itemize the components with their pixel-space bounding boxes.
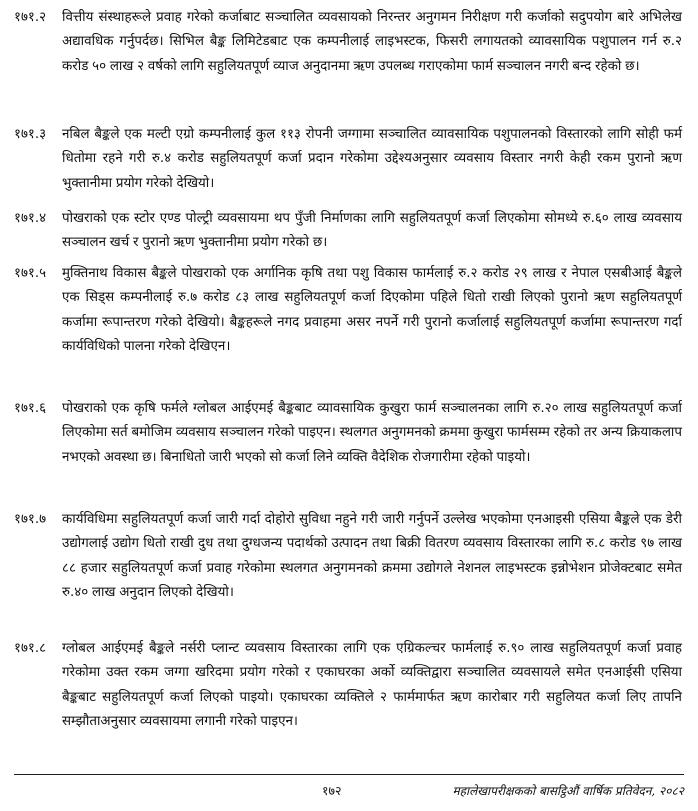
paragraph-text: कार्यविधिमा सहुलियतपूर्ण कर्जा जारी गर्दा दोहोरो सुविधा नहुने गरी जारी गर्नुपर्ने उल्लेख भएकोमा एनआइसी एसिया बैङ्कले एक डेरी उद्योगलाई उद्योग धितो राखी दुध तथा दुग्धजन्य पदार्थको उत्पादन तथा बिक्री वितरण व्यवसाय विस्तारका लागि रु.८ करोड ९७ लाख ८८ हजार सहुलियतपूर्ण कर्जा प्रवाह गरेकोमा स्थलगत अनुगमनको क्रममा उद्योगले नेशनल लाइभस्टक इन्नोभेशन प्रोजेक्टबाट समेत रु.४० लाख अनुदान लिएको देखियो। [62, 512, 682, 601]
paragraph-171-6 [14, 397, 682, 470]
paragraph-number: १७१.३ [14, 127, 47, 142]
paragraph-text: पोखराको एक कृषि फर्मले ग्लोबल आईएमई बैङ्कबाट व्यावसायिक कुखुरा फार्म सञ्चालनका लागि रु.२० लाख सहुलियतपूर्ण कर्जा लिएकोमा सर्त बमोजिम व्यवसाय सञ्चालन गरेको पाइएन। स्थलगत अनुगमनको क्रममा कुखुरा फार्मसम्म रहेको तर अन्य क्रियाकलाप नभएको अवस्था छ। बिनाधितो जारी भएको सो कर्जा लिने व्यक्ति वैदेशिक रोजगारीमा रहेको पाइयो। [62, 401, 682, 465]
paragraph-number: १७१.२ [14, 10, 47, 25]
paragraph-171-3 [14, 123, 682, 196]
paragraph-number: १७१.७ [14, 512, 47, 527]
paragraph-171-4 [14, 207, 682, 256]
paragraph-text: मुक्तिनाथ विकास बैङ्कले पोखराको एक अर्गानिक कृषि तथा पशु विकास फार्मलाई रु.२ करोड २९ लाख र नेपाल एसबीआई बैङ्कले एक सिड्स कम्पनीलाई रु.७ करोड ८३ लाख सहुलियतपूर्ण कर्जा दिएकोमा पहिले धितो राखी लिएको पुरानो ऋण सहुलियतपूर्ण कर्जामा रूपान्तरण गरेको देखियो। बैङ्कहरूले नगद प्रवाहमा असर नपर्ने गरी पुरानो कर्जालाई सहुलियतपूर्ण कर्जामा रूपान्तरण गर्दा कार्यविधिको पालना गरेको देखिएन। [62, 266, 682, 355]
paragraph-number: १७१.५ [14, 266, 47, 281]
paragraph-number: १७१.८ [14, 641, 47, 656]
paragraph-171-5 [14, 262, 682, 360]
footer-divider [14, 774, 684, 775]
paragraph-171-7 [14, 508, 682, 606]
page-number: १७२ [322, 783, 342, 798]
paragraph-text: वित्तीय संस्थाहरूले प्रवाह गरेको कर्जाबाट सञ्चालित व्यवसायको निरन्तर अनुगमन निरीक्षण गरी कर्जाको सदुपयोग बारे अभिलेख अद्यावधिक गर्नुपर्दछ। सिभिल बैङ्क लिमिटेडबाट एक कम्पनीलाई लाइभस्टक, फिसरी लगायतको व्यावसायिक पशुपालन गर्न रु.२ करोड ५० लाख २ वर्षको लागि सहुलियतपूर्ण व्याज अनुदानमा ऋण उपलब्ध गराएकोमा फार्म सञ्चालन नगरी बन्द रहेको छ। [62, 10, 682, 74]
paragraph-number: १७१.६ [14, 401, 47, 416]
page-footer [0, 780, 698, 804]
paragraph-171-2 [14, 6, 682, 79]
paragraph-number: १७१.४ [14, 211, 47, 226]
paragraph-text: ग्लोबल आईएमई बैङ्कले नर्सरी प्लान्ट व्यवसाय विस्तारका लागि एक एग्रिकल्चर फार्मलाई रु.९० लाख सहुलियतपूर्ण कर्जा प्रवाह गरेकोमा उक्त रकम जग्गा खरिदमा प्रयोग गरेको र एकाघरका अर्को व्यक्तिद्वारा सञ्चालित व्यवसायले समेत एनआईसी एसिया बैङ्कबाट सहुलियतपूर्ण कर्जा लिएको पाइयो। एकाघरका व्यक्तिले २ फार्ममार्फत ऋण कारोबार गरी सहुलियत कर्जा लिए तापनि सम्झौताअनुसार व्यवसायमा लगानी गरेको पाइएन। [62, 641, 682, 730]
paragraph-text: नबिल बैङ्कले एक मल्टी एग्रो कम्पनीलाई कुल ११३ रोपनी जग्गामा सञ्चालित व्यावसायिक पशुपालनको विस्तारको लागि सोही फर्म धितोमा रहने गरी रु.४ करोड सहुलियतपूर्ण कर्जा प्रदान गरेकोमा उद्देश्यअनुसार व्यवसाय विस्तार नगरी केही रकम पुरानो ऋण भुक्तानीमा प्रयोग गरेको देखियो। [62, 127, 682, 191]
paragraph-171-8 [14, 637, 682, 735]
report-title: महालेखापरीक्षकको बासट्ठिऔं वार्षिक प्रतिवेदन, २०८२ [452, 784, 684, 798]
paragraph-text: पोखराको एक स्टोर एण्ड पोल्ट्री व्यवसायमा थप पुँजी निर्माणका लागि सहुलियतपूर्ण कर्जा लिएकोमा सोमध्ये रु.६० लाख व्यवसाय सञ्चालन खर्च र पुरानो ऋण भुक्तानीमा प्रयोग गरेको छ। [62, 211, 682, 251]
